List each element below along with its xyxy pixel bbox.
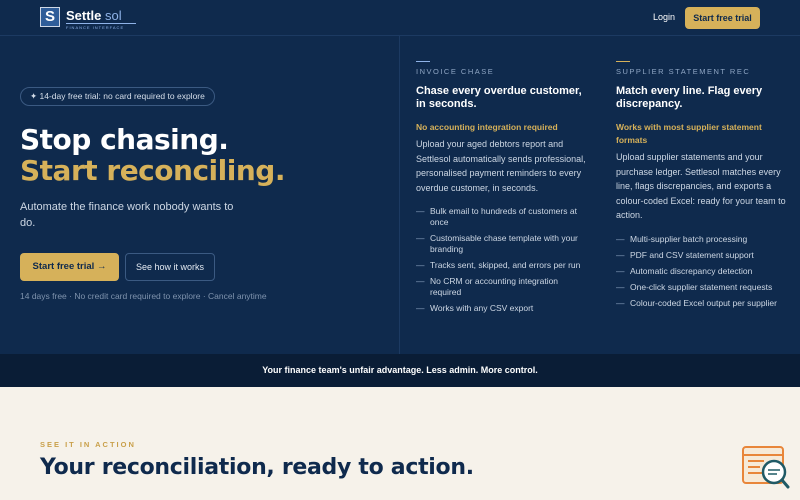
feature-bullet-list <box>616 234 792 309</box>
document-search-icon <box>742 446 790 492</box>
top-navigation <box>0 0 800 36</box>
logo-underline <box>66 23 136 24</box>
feature-note: No accounting integration required <box>416 122 558 132</box>
nav-start-trial-button[interactable]: Start free trial <box>685 7 760 29</box>
hero-headline <box>20 124 285 186</box>
logo-tagline: FINANCE INTERFACE <box>66 25 125 30</box>
feature-bullet: — Works with any CSV export <box>416 303 591 314</box>
feature-eyebrow: SUPPLIER STATEMENT REC <box>616 67 751 76</box>
logo-mark: S <box>40 7 60 27</box>
feature-bullet: — Customisable chase template with your branding <box>416 233 591 255</box>
logo-wordmark <box>66 8 122 23</box>
feature-bullet-list <box>416 206 591 314</box>
headline-line-2: Start reconciling. <box>20 154 285 187</box>
hero-fine-print: 14 days free · No credit card required to explore · Cancel anytime <box>20 291 267 301</box>
feature-accent-bar <box>616 61 630 62</box>
hero-subhead: Automate the finance work nobody wants to do. <box>20 201 234 229</box>
feature-bullet: — No CRM or accounting integration required <box>416 276 591 298</box>
feature-bullet: — Tracks sent, skipped, and errors per run <box>416 260 591 271</box>
feature-invoice-chase <box>416 61 591 319</box>
column-divider <box>399 36 400 354</box>
logo-name: Settle <box>66 8 102 23</box>
feature-bullet: — Bulk email to hundreds of customers at once <box>416 206 591 228</box>
feature-description: Upload your aged debtors report and Settlesol automatically sends professional, personalised payment reminders to every overdue customer, in seconds. <box>416 139 586 193</box>
feature-supplier-statement-rec <box>616 61 792 314</box>
see-how-it-works-button[interactable]: See how it works <box>125 253 215 281</box>
feature-bullet: — Automatic discrepancy detection <box>616 266 792 277</box>
feature-bullet: — One-click supplier statement requests <box>616 282 792 293</box>
feature-title: Chase every overdue customer, in seconds. <box>416 85 582 110</box>
section-eyebrow: SEE IT IN ACTION <box>40 440 136 449</box>
feature-accent-bar <box>416 61 430 62</box>
feature-bullet: — PDF and CSV statement support <box>616 250 792 261</box>
feature-description: Upload supplier statements and your purchase ledger. Settlesol matches every line, flags discrepancies, and exports a colour-coded Excel: ready for your team to action. <box>616 152 786 220</box>
feature-title: Match every line. Flag every discrepancy. <box>616 85 763 110</box>
login-link[interactable]: Login <box>653 12 676 22</box>
feature-eyebrow: INVOICE CHASE <box>416 67 495 76</box>
headline-line-1: Stop chasing. <box>20 123 229 156</box>
start-free-trial-button[interactable]: Start free trial → <box>20 253 119 281</box>
logo[interactable] <box>40 6 136 28</box>
value-strip <box>0 354 800 387</box>
feature-bullet: — Multi-supplier batch processing <box>616 234 792 245</box>
value-strip-text: Your finance team's unfair advantage. Less admin. More control. <box>262 365 538 375</box>
logo-name-accent: sol <box>105 8 122 23</box>
feature-note: Works with most supplier statement formats <box>616 122 762 145</box>
feature-bullet: — Colour-coded Excel output per supplier <box>616 298 792 309</box>
trial-badge: ✦ 14-day free trial: no card required to explore <box>20 87 215 106</box>
section-title: Your reconciliation, ready to action. <box>40 455 474 480</box>
